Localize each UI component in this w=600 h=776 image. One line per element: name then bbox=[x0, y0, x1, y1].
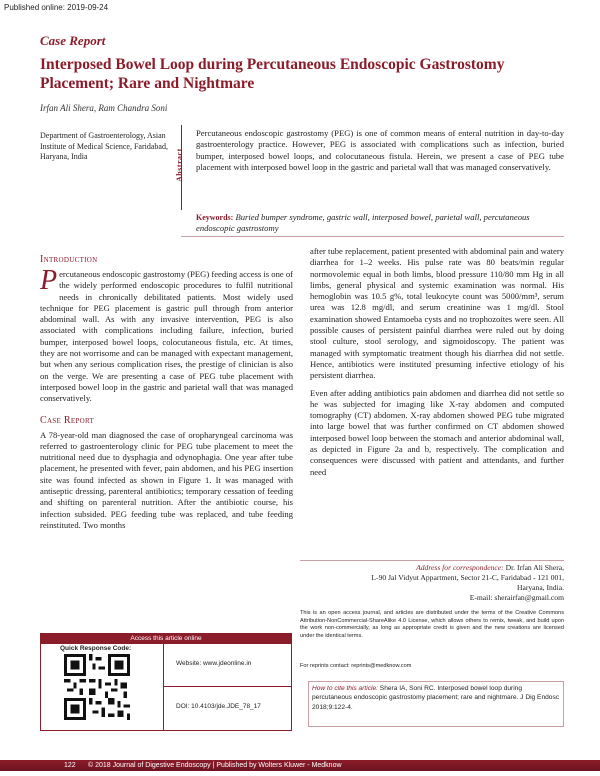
introduction-body: ercutaneous endoscopic gastrostomy (PEG) feeding access is one of the widely performed endoscopic procedures to fulfil nutritional needs in chronically debilitated patients. Most widely used technique for PEG placement is gastric pull through from anterior abdominal wall. As with any invasive intervention, PEG is also associated with complications including failure, infection, buried bumper, interposed bowel loops, colocutaneous fistula, etc. At times, they are not worrisome and can be managed with expectant management, but when any serious complication rises, the prestige of clinician is also on the verge. We are presenting a case of PEG tube placement with interposed bowel loop in the gastric and parietal wall that was managed conservatively. bbox=[40, 269, 293, 404]
left-column bbox=[40, 254, 293, 531]
keywords-divider bbox=[181, 236, 564, 237]
correspondence-region: Haryana, India. bbox=[516, 583, 564, 592]
footer-text: © 2018 Journal of Digestive Endoscopy | Published by Wolters Kluwer - Medknow bbox=[88, 762, 342, 769]
published-date: Published online: 2019-09-24 bbox=[4, 3, 109, 12]
abstract-text: Percutaneous endoscopic gastrostomy (PEG) is one of common means of enteral nutrition in day-to-day gastroenterology practice. However, PEG is associated with complications such as infection, buried bumper, interposed bowel loops, and colocutaneous fistula. Herein, we present a case of PEG tube placement with interposed bowel loop in the gastric and parietal wall that was managed conservatively. bbox=[196, 128, 564, 173]
reprints-text: For reprints contact: reprints@medknow.com bbox=[300, 663, 412, 669]
correspondence-email[interactable]: E-mail: sherairfan@gmail.com bbox=[469, 593, 564, 602]
article-title: Interposed Bowel Loop during Percutaneous Endoscopic Gastrostomy Placement; Rare and Nightmare bbox=[40, 56, 505, 92]
qr-code-icon[interactable] bbox=[64, 654, 130, 720]
cite-body: Shera IA, Soni RC. Interposed bowel loop during percutaneous endoscopic gastrostomy placement; rare and nightmare. J Dig Endosc 2018;9:122-4. bbox=[312, 685, 560, 711]
qr-label: Quick Response Code: bbox=[60, 645, 132, 652]
correspondence-title: Address for correspondence: bbox=[416, 563, 504, 572]
article-type: Case Report bbox=[40, 33, 106, 48]
dropcap: P bbox=[40, 265, 58, 296]
right-para-2: Even after adding antibiotics pain abdomen and diarrhea did not settle so he was subjected for imaging like X-ray abdomen and computed tomography (CT) abdomen. X-ray abdomen showed PEG tube migrated into large bowel that was further confirmed on CT abdomen showed interposed bowel loop between the stomach and anterior abdominal wall, as depicted in Figure 2a and b, respectively. The complication and consequences were discussed with patient and attendants, and further need bbox=[310, 387, 564, 477]
access-heading: Access this article online bbox=[41, 634, 291, 644]
cite-text bbox=[312, 684, 562, 712]
introduction-heading: Introduction bbox=[40, 254, 98, 265]
correspondence-name: Dr. Irfan Ali Shera, bbox=[503, 563, 564, 572]
right-column bbox=[310, 246, 564, 478]
introduction-text bbox=[40, 265, 293, 405]
case-report-heading: Case Report bbox=[40, 414, 95, 426]
correspondence bbox=[300, 563, 564, 603]
keywords-label: Keywords: bbox=[196, 213, 234, 222]
access-divider-vertical bbox=[163, 644, 164, 731]
right-para-1: after tube replacement, patient presented with abdominal pain and watery diarrhea for 1–2 weeks. His pulse rate was 80 beats/min regular normovolemic equal in both limbs, blood pressure 110/80 mm Hg in all limbs, general physical and systemic examination was normal. His hemoglobin was 10.5 g%, total leukocyte count was 5000/mm³, serum urea was 12.8 mg/dl, and serum creatinine was 1 mg/dl. Stool examination showed Entamoeba cysts and no trophozoites were seen. All possible causes of persistent painful diarrhea were ruled out by doing stool culture, stool serology, and sigmoidoscopy. The patient was managed with symptomatic treatment though his diarrhea did not settle. Hence, antibiotics were instituted presuming infective etiology of his persistent diarrhea. bbox=[310, 246, 564, 381]
correspondence-address: L-90 Jal Vidyut Appartment, Sector 21-C, Faridabad - 121 001, bbox=[371, 573, 564, 582]
abstract-label: Abstract bbox=[175, 148, 184, 182]
authors: Irfan Ali Shera, Ram Chandra Soni bbox=[40, 103, 168, 113]
keywords-text: Buried bumper syndrome, gastric wall, interposed bowel, parietal wall, percutaneous endoscopic gastrostomy bbox=[196, 212, 530, 234]
access-divider-horizontal bbox=[163, 686, 292, 687]
keywords bbox=[196, 212, 564, 235]
doi-link[interactable]: DOI: 10.4103/jde.JDE_78_17 bbox=[176, 703, 261, 710]
cite-label: How to cite this article: bbox=[312, 685, 378, 692]
affiliation: Department of Gastroenterology, Asian Institute of Medical Science, Faridabad, Haryana, India bbox=[40, 131, 168, 161]
case-report-text: A 78-year-old man diagnosed the case of oropharyngeal carcinoma was referred to gastroenterology clinic for PEG tube placement to meet the nutritional need due to dysphagia and odynophagia. One year after tube placement, he presented with fever, pain abdomen, and his PEG insertion site was found infected as shown in Figure 1. It was managed with antiseptic dressing, parenteral antibiotics; temporary cessation of feeding and shifting on parenteral nutrition. After the antibiotic course, his infection subsided. PEG feeding tube was replaced, and tube feeding reinstituted. Two months bbox=[40, 429, 293, 530]
page-number: 122 bbox=[64, 762, 76, 769]
correspondence-divider bbox=[300, 560, 564, 561]
license-text: This is an open access journal, and articles are distributed under the terms of the Creative Commons Attribution-NonCommercial-ShareAlike 4.0 License, which allows others to remix, tweak, and build upon the work non-commercially, as long as appropriate credit is given and the new creations are licensed under the identical terms. bbox=[300, 610, 564, 639]
website-link[interactable]: Website: www.jdeonline.in bbox=[176, 660, 252, 667]
